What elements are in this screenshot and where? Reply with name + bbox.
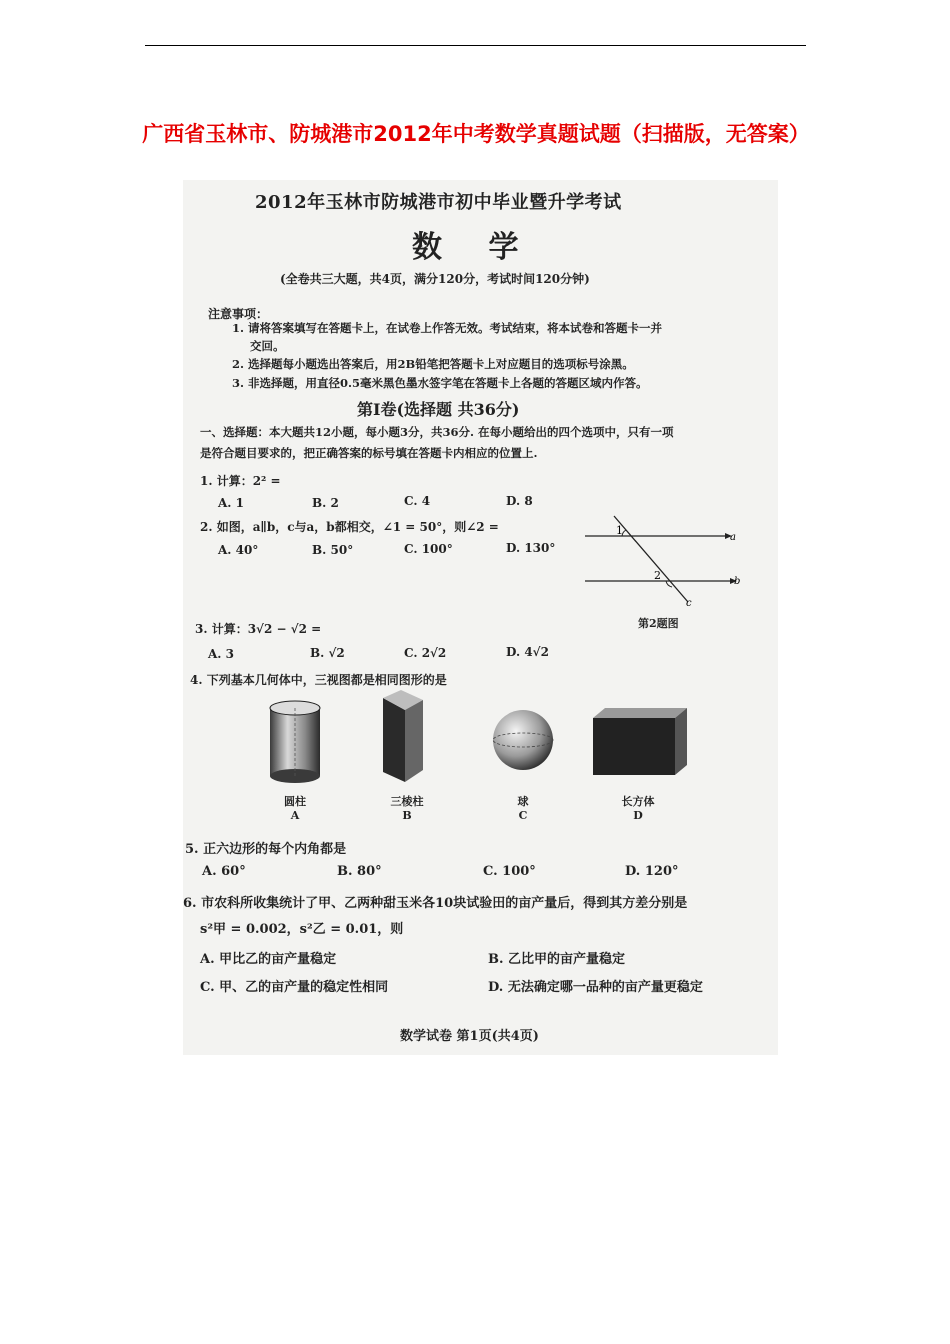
question-5: 5. 正六边形的每个内角都是 [185,842,347,857]
cylinder-shape [270,701,320,783]
q1-option-b: B. 2 [312,496,339,510]
section-heading: 第Ⅰ卷(选择题 共36分) [357,400,520,419]
figure-2-diagram [580,510,750,610]
question-3: 3. 计算：3√2 − √2 = [195,622,322,636]
q6-option-b: B. 乙比甲的亩产量稳定 [488,952,626,967]
question-6: 6. 市农科所收集统计了甲、乙两种甜玉米各10块试验田的亩产量后，得到其方差分别是 [183,896,688,911]
notes-heading: 注意事项： [208,307,269,321]
solid-a-name: 圆柱 [284,795,306,808]
q2-option-b: B. 50° [312,543,354,557]
note-1: 1. 请将答案填写在答题卡上，在试卷上作答无效。考试结束，将本试卷和答题卡一并 [232,321,663,335]
q2-option-a: A. 40° [218,543,259,557]
solid-a-letter: A [290,809,300,822]
label-c: c [686,598,692,609]
note-2: 2. 选择题每小题选出答案后，用2B铅笔把答题卡上对应题目的选项标号涂黑。 [232,357,634,371]
q5-option-a: A. 60° [202,864,246,879]
label-2: 2 [654,569,661,582]
solid-b-name: 三棱柱 [390,795,424,808]
q6-option-a: A. 甲比乙的亩产量稳定 [200,952,337,967]
question-6-variances: s²甲 = 0.002，s²乙 = 0.01，则 [200,922,404,937]
solid-d-letter: D [633,809,643,822]
exam-title: 2012年玉林市防城港市初中毕业暨升学考试 [255,192,622,213]
label-1: 1 [616,524,623,537]
line-c [614,516,688,602]
solid-c-name: 球 [517,795,529,808]
page-footer: 数学试卷 第1页(共4页) [400,1029,539,1044]
solid-b-letter: B [402,809,412,822]
q6-option-c: C. 甲、乙的亩产量的稳定性相同 [200,980,389,995]
q2-option-d: D. 130° [506,541,556,555]
instruction-line-2: 是符合题目要求的，把正确答案的标号填在答题卡内相应的位置上. [200,446,538,460]
solid-c-letter: C [518,809,528,822]
q1-option-d: D. 8 [506,494,533,508]
cuboid-shape [593,708,687,775]
q5-option-c: C. 100° [483,864,536,879]
note-1-cont: 交回。 [250,339,285,353]
label-b: b [734,576,741,587]
document-title: 广西省玉林市、防城港市2012年中考数学真题试题（扫描版，无答案） [142,122,810,146]
q3-option-a: A. 3 [208,647,235,661]
question-2: 2. 如图，a∥b，c与a，b都相交，∠1 = 50°，则∠2 = [200,520,499,534]
label-a: a [730,532,736,543]
question-1: 1. 计算：2² = [200,474,281,488]
question-4: 4. 下列基本几何体中，三视图都是相同图形的是 [190,673,447,687]
subject-title: 数 学 [412,230,537,265]
q3-option-b: B. √2 [310,646,345,660]
q5-option-d: D. 120° [625,864,679,879]
q1-option-a: A. 1 [218,496,245,510]
solid-d-name: 长方体 [621,795,655,808]
sphere-shape [493,710,553,770]
q2-option-c: C. 100° [404,542,453,556]
q1-option-c: C. 4 [404,494,431,508]
q3-option-d: D. 4√2 [506,645,549,659]
note-3: 3. 非选择题，用直径0.5毫米黑色墨水签字笔在答题卡上各题的答题区域内作答。 [232,376,648,390]
figure-2-caption: 第2题图 [638,617,679,630]
triangular-prism-shape [383,690,423,782]
q5-option-b: B. 80° [337,864,382,879]
exam-meta: (全卷共三大题，共4页，满分120分，考试时间120分钟) [280,272,590,286]
geometric-solids-figure [255,690,705,800]
q3-option-c: C. 2√2 [404,646,447,660]
header-rule [145,45,806,46]
instruction-line-1: 一、选择题：本大题共12小题，每小题3分，共36分. 在每小题给出的四个选项中，只有一项 [200,425,674,439]
q6-option-d: D. 无法确定哪一品种的亩产量更稳定 [488,980,703,995]
